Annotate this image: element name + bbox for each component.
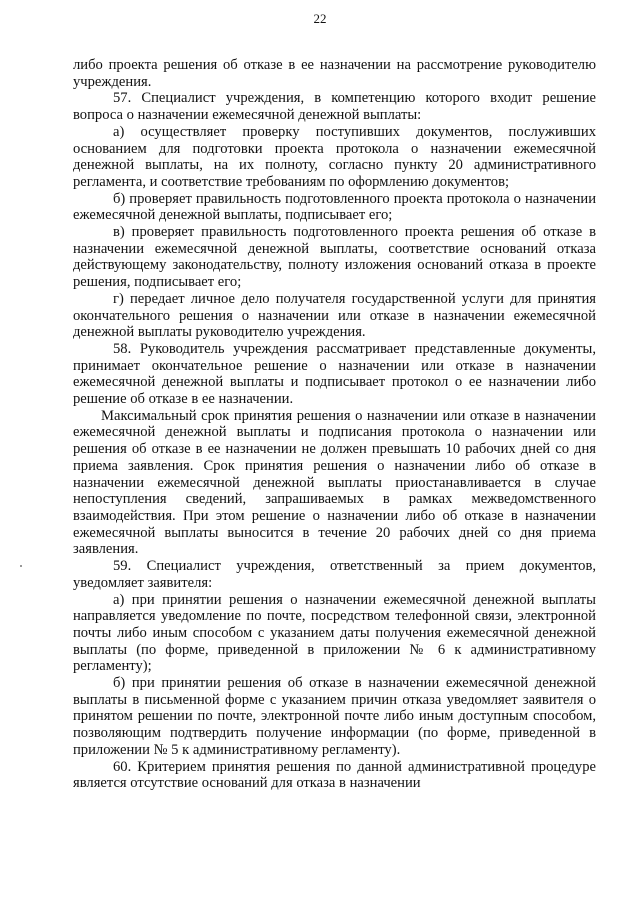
paragraph-57-item-b: б) проверяет правильность подготовленного проекта протокола о назначении ежемесячной денежной выплаты, подписывает его; [73,190,596,224]
paragraph-58: 58. Руководитель учреждения рассматривает представленные документы, принимает окончательное решение о назначении или отказе в назначении ежемесячной денежной выплаты и подписывает протокол о ее назначении либо решение об отказе в ее назначении. [73,340,596,408]
paragraph-57-item-v: в) проверяет правильность подготовленного проекта решения об отказе в назначении ежемесячной денежной выплаты, соответствие оснований отказа действующему законодательству, полноту изложения оснований отказа в проекте решения, подписывает его; [73,224,596,291]
scan-speck [20,565,22,567]
paragraph-59-item-b: б) при принятии решения об отказе в назначении ежемесячной денежной выплаты в письменной форме с указанием причин отказа уведомляет заявителя о принятом решении по почте, электронной почте либо иным доступным способом, позволяющим подтвердить получение информации (по форме, приведенной в приложении № 5 к административному регламенту). [73,675,596,758]
paragraph-60: 60. Критерием принятия решения по данной административной процедуре является отсутствие оснований для отказа в назначении [73,758,596,792]
paragraph-59-item-a: а) при принятии решения о назначении ежемесячной денежной выплаты направляется уведомление по почте, посредством телефонной связи, электронной почты либо иным способом с указанием даты получения ежемесячной денежной выплаты (по форме, приведенной в приложении № 6 к административному регламенту); [73,591,596,675]
page-body [73,57,596,792]
paragraph-57-item-a: а) осуществляет проверку поступивших документов, послуживших основанием для подготовки проекта протокола о назначении ежемесячной денежной выплаты, на их полноту, согласно пункту 20 административного регламента, и соответствие требованиям по оформлению документов; [73,123,596,190]
paragraph-57: 57. Специалист учреждения, в компетенцию которого входит решение вопроса о назначении ежемесячной денежной выплаты: [73,90,596,124]
paragraph-continuation: либо проекта решения об отказе в ее назначении на рассмотрение руководителю учреждения. [73,57,596,90]
paragraph-57-item-g: г) передает личное дело получателя государственной услуги для принятия окончательного решения о назначении или отказе в назначении ежемесячной денежной выплаты руководителю учреждения. [73,290,596,341]
page-number: 22 [313,11,327,26]
paragraph-59: 59. Специалист учреждения, ответственный за прием документов, уведомляет заявителя: [73,558,596,591]
paragraph-deadline: Максимальный срок принятия решения о назначении или отказе в назначении ежемесячной денежной выплаты и подписания протокола о назначении или решения об отказе в ее назначении не должен превышать 10 рабочих дней со дня приема заявления. Срок принятия решения о назначении либо об отказе в назначении ежемесячной денежной выплаты приостанавливается в случае непоступления сведений, запрашиваемых в рамках межведомственного взаимодействия. При этом решение о назначении либо об отказе в назначении ежемесячной выплаты выносится в течение 20 рабочих дней со дня приема заявления. [73,407,596,558]
